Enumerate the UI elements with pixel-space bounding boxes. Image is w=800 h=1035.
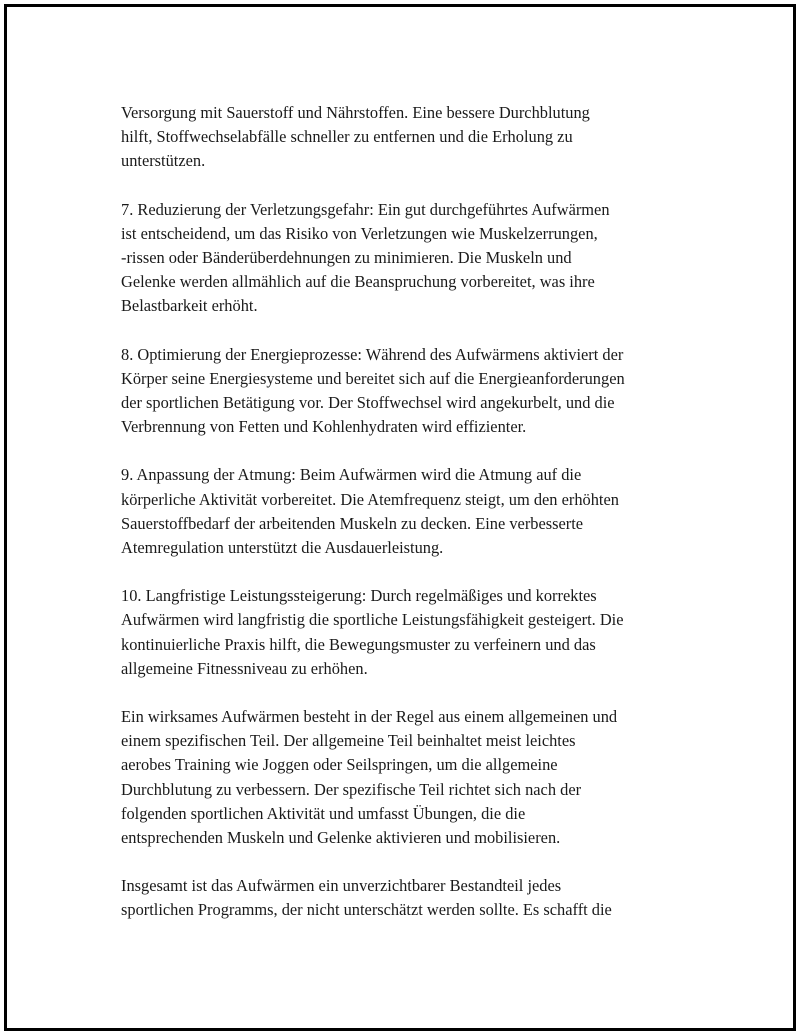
text-line: Sauerstoffbedarf der arbeitenden Muskeln zu decken. Eine verbesserte [121,513,584,533]
paragraph-energy-processes [121,343,701,440]
paragraph-warmup-structure [121,705,701,850]
paragraph-oxygen-supply [121,101,701,174]
text-line: Durchblutung zu verbessern. Der spezifische Teil richtet sich nach der [121,779,582,799]
text-line: unterstützen. [121,151,206,171]
text-line: sportlichen Programms, der nicht unterschätzt werden sollte. Es schafft die [121,900,612,920]
text-line: einem spezifischen Teil. Der allgemeine Teil beinhaltet meist leichtes [121,731,576,751]
text-line: der sportlichen Betätigung vor. Der Stoffwechsel wird angekurbelt, und die [121,393,615,413]
paragraph-injury-risk [121,198,701,319]
text-line: Insgesamt ist das Aufwärmen ein unverzichtbarer Bestandteil jedes [121,876,562,896]
text-line: ist entscheidend, um das Risiko von Verletzungen wie Muskelzerrungen, [121,223,598,243]
text-line: Körper seine Energiesysteme und bereitet sich auf die Energieanforderungen [121,368,625,388]
text-line: Versorgung mit Sauerstoff und Nährstoffen. Eine bessere Durchblutung [121,103,590,122]
text-line: hilft, Stoffwechselabfälle schneller zu entfernen und die Erholung zu [121,127,573,147]
text-line: aerobes Training wie Joggen oder Seilspringen, um die allgemeine [121,755,558,775]
text-line: -rissen oder Bänderüberdehnungen zu minimieren. Die Muskeln und [121,248,572,268]
text-line: Atemregulation unterstützt die Ausdauerleistung. [121,538,444,558]
paragraph-breathing [121,463,701,560]
text-line: Verbrennung von Fetten und Kohlenhydraten wird effizienter. [121,417,527,437]
text-line: kontinuierliche Praxis hilft, die Bewegungsmuster zu verfeinern und das [121,634,596,654]
page-frame [4,4,796,1031]
text-line: Belastbarkeit erhöht. [121,296,258,316]
text-line: Aufwärmen wird langfristig die sportliche Leistungsfähigkeit gesteigert. Die [121,610,624,630]
text-line: körperliche Aktivität vorbereitet. Die Atemfrequenz steigt, um den erhöhten [121,489,619,509]
text-line: Gelenke werden allmählich auf die Beanspruchung vorbereitet, was ihre [121,272,595,292]
text-line: Ein wirksames Aufwärmen besteht in der Regel aus einem allgemeinen und [121,707,618,727]
text-line: 7. Reduzierung der Verletzungsgefahr: Ein gut durchgeführtes Aufwärmen [121,199,610,219]
text-line: entsprechenden Muskeln und Gelenke aktivieren und mobilisieren. [121,828,561,848]
text-line: 8. Optimierung der Energieprozesse: Während des Aufwärmens aktiviert der [121,344,624,364]
text-line: 10. Langfristige Leistungssteigerung: Durch regelmäßiges und korrektes [121,586,597,606]
document-body [121,101,701,947]
paragraph-conclusion [121,874,701,922]
paragraph-performance [121,584,701,681]
text-line: 9. Anpassung der Atmung: Beim Aufwärmen wird die Atmung auf die [121,465,582,485]
text-line: allgemeine Fitnessniveau zu erhöhen. [121,658,368,678]
text-line: folgenden sportlichen Aktivität und umfasst Übungen, die die [121,803,526,823]
